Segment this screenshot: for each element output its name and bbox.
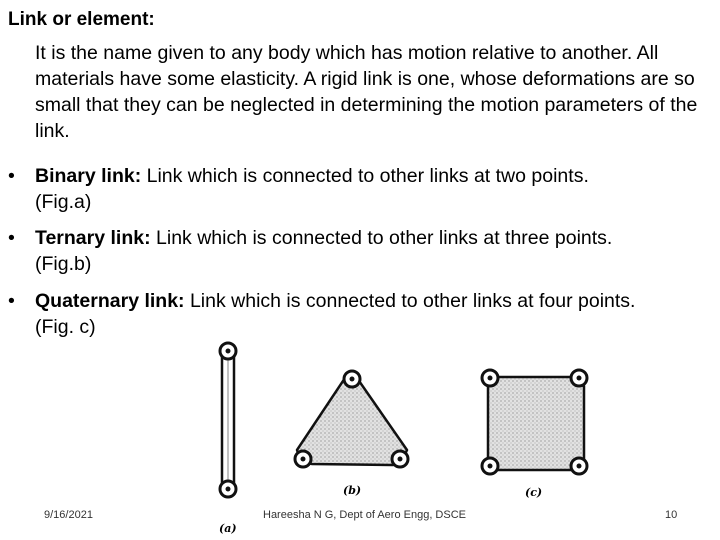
footer-date: 9/16/2021 <box>44 509 93 521</box>
bullet-marker: • <box>8 227 15 249</box>
pin-joint-icon <box>220 481 236 497</box>
bullet-text: Link which is connected to other links at four points. <box>184 290 636 312</box>
bullet-figure-ref: (Fig. c) <box>35 316 96 338</box>
bullet-marker: • <box>8 165 15 187</box>
pin-joint-icon <box>571 370 587 386</box>
pin-joint-icon <box>392 451 408 467</box>
pin-joint-icon <box>220 343 236 359</box>
figure-b-label: (b) <box>343 484 362 497</box>
pin-joint-icon <box>482 370 498 386</box>
pin-joint-icon <box>344 371 360 387</box>
bullet-figure-ref: (Fig.a) <box>35 191 92 213</box>
pin-joint-icon <box>482 458 498 474</box>
definition-paragraph: It is the name given to any body which has motion relative to another. All materials have some elasticity. A rigid link is one, whose deformations are so small that they can be neglected in determining the motion parameters of the link. <box>35 42 698 142</box>
bullet-text: Link which is connected to other links at two points. <box>141 165 589 187</box>
footer-credit: Hareesha N G, Dept of Aero Engg, DSCE <box>263 509 466 521</box>
bullet-term: Quaternary link: <box>35 290 185 312</box>
bullet-marker: • <box>8 290 15 312</box>
bullet-figure-ref: (Fig.b) <box>35 253 92 275</box>
ternary-link-figure <box>295 371 408 497</box>
page-number: 10 <box>665 509 678 521</box>
quaternary-link-body <box>488 377 584 470</box>
quaternary-link-figure <box>482 370 587 499</box>
ternary-link-body <box>297 378 407 465</box>
figure-c-label: (c) <box>525 486 543 499</box>
bullet-term: Binary link: <box>35 165 142 187</box>
pin-joint-icon <box>571 458 587 474</box>
figure-a-label: (a) <box>219 522 237 535</box>
bullet-term: Ternary link: <box>35 227 151 249</box>
slide-title: Link or element: <box>8 9 155 30</box>
bullet-text: Link which is connected to other links at three points. <box>150 227 613 249</box>
pin-joint-icon <box>295 451 311 467</box>
binary-link-figure <box>219 343 237 535</box>
